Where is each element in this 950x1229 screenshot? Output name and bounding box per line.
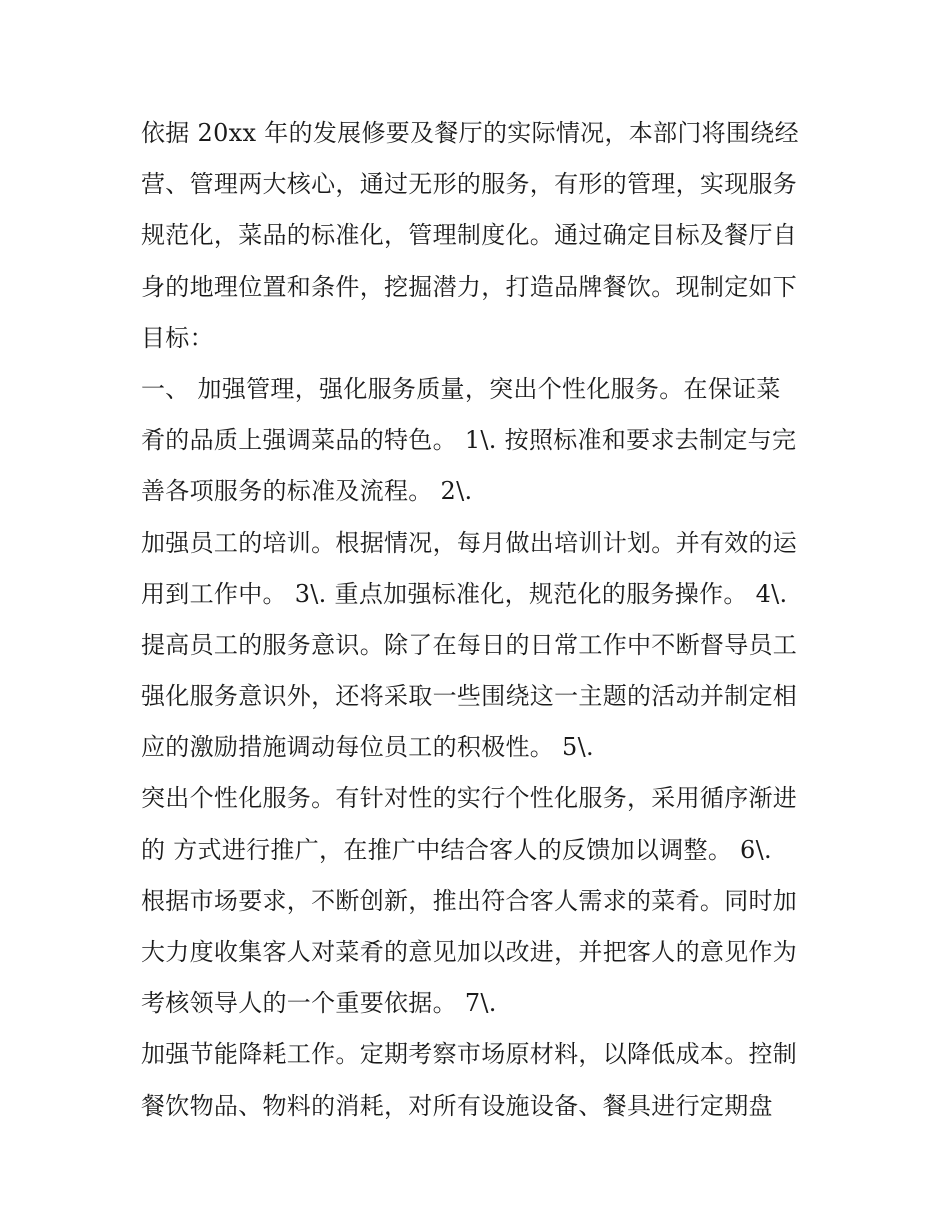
text-line: 依据 20xx 年的发展修要及餐厅的实际情况，本部门将围绕经: [141, 119, 799, 147]
text-line: 提高员工的服务意识。除了在每日的日常工作中不断督导员工: [141, 630, 798, 659]
text-line: 加强员工的培训。根据情况，每月做出培训计划。并有效的运: [141, 528, 798, 557]
text-line: 加强节能降耗工作。定期考察市场原材料，以降低成本。控制: [141, 1040, 798, 1069]
text-line: 目标：: [141, 323, 214, 352]
text-line: 大力度收集客人对菜肴的意见加以改进，并把客人的意见作为: [141, 938, 798, 966]
text-line: 应的激励措施调动每位员工的积极性。 5\.: [141, 733, 594, 762]
text-line: 突出个性化服务。有针对性的实行个性化服务，采用循序渐进: [141, 784, 798, 813]
text-line: 强化服务意识外，还将采取一些围绕这一主题的活动并制定相: [141, 682, 798, 711]
text-line: 考核领导人的一个重要依据。 7\.: [141, 989, 497, 1018]
text-line: 规范化，菜品的标准化，管理制度化。通过确定目标及餐厅自: [141, 221, 798, 250]
document-body: [141, 108, 841, 1132]
text-line: 营、管理两大核心，通过无形的服务，有形的管理，实现服务: [141, 170, 798, 199]
text-line: 的 方式进行推广，在推广中结合客人的反馈加以调整。 6\.: [141, 835, 772, 864]
text-line: 餐饮物品、物料的消耗，对所有设施设备、餐具进行定期盘: [141, 1091, 773, 1120]
text-line: 善各项服务的标准及流程。 2\.: [141, 477, 473, 506]
text-line: 用到工作中。 3\. 重点加强标准化，规范化的服务操作。 4\.: [141, 579, 788, 608]
text-line: 身的地理位置和条件，挖掘潜力，打造品牌餐饮。现制定如下: [141, 272, 798, 301]
text-line: 肴的品质上强调菜品的特色。 1\. 按照标准和要求去制定与完: [141, 426, 797, 455]
text-line: 根据市场要求，不断创新，推出符合客人需求的菜肴。同时加: [141, 886, 798, 915]
text-line: 一、 加强管理，强化服务质量，突出个性化服务。在保证菜: [141, 374, 781, 403]
